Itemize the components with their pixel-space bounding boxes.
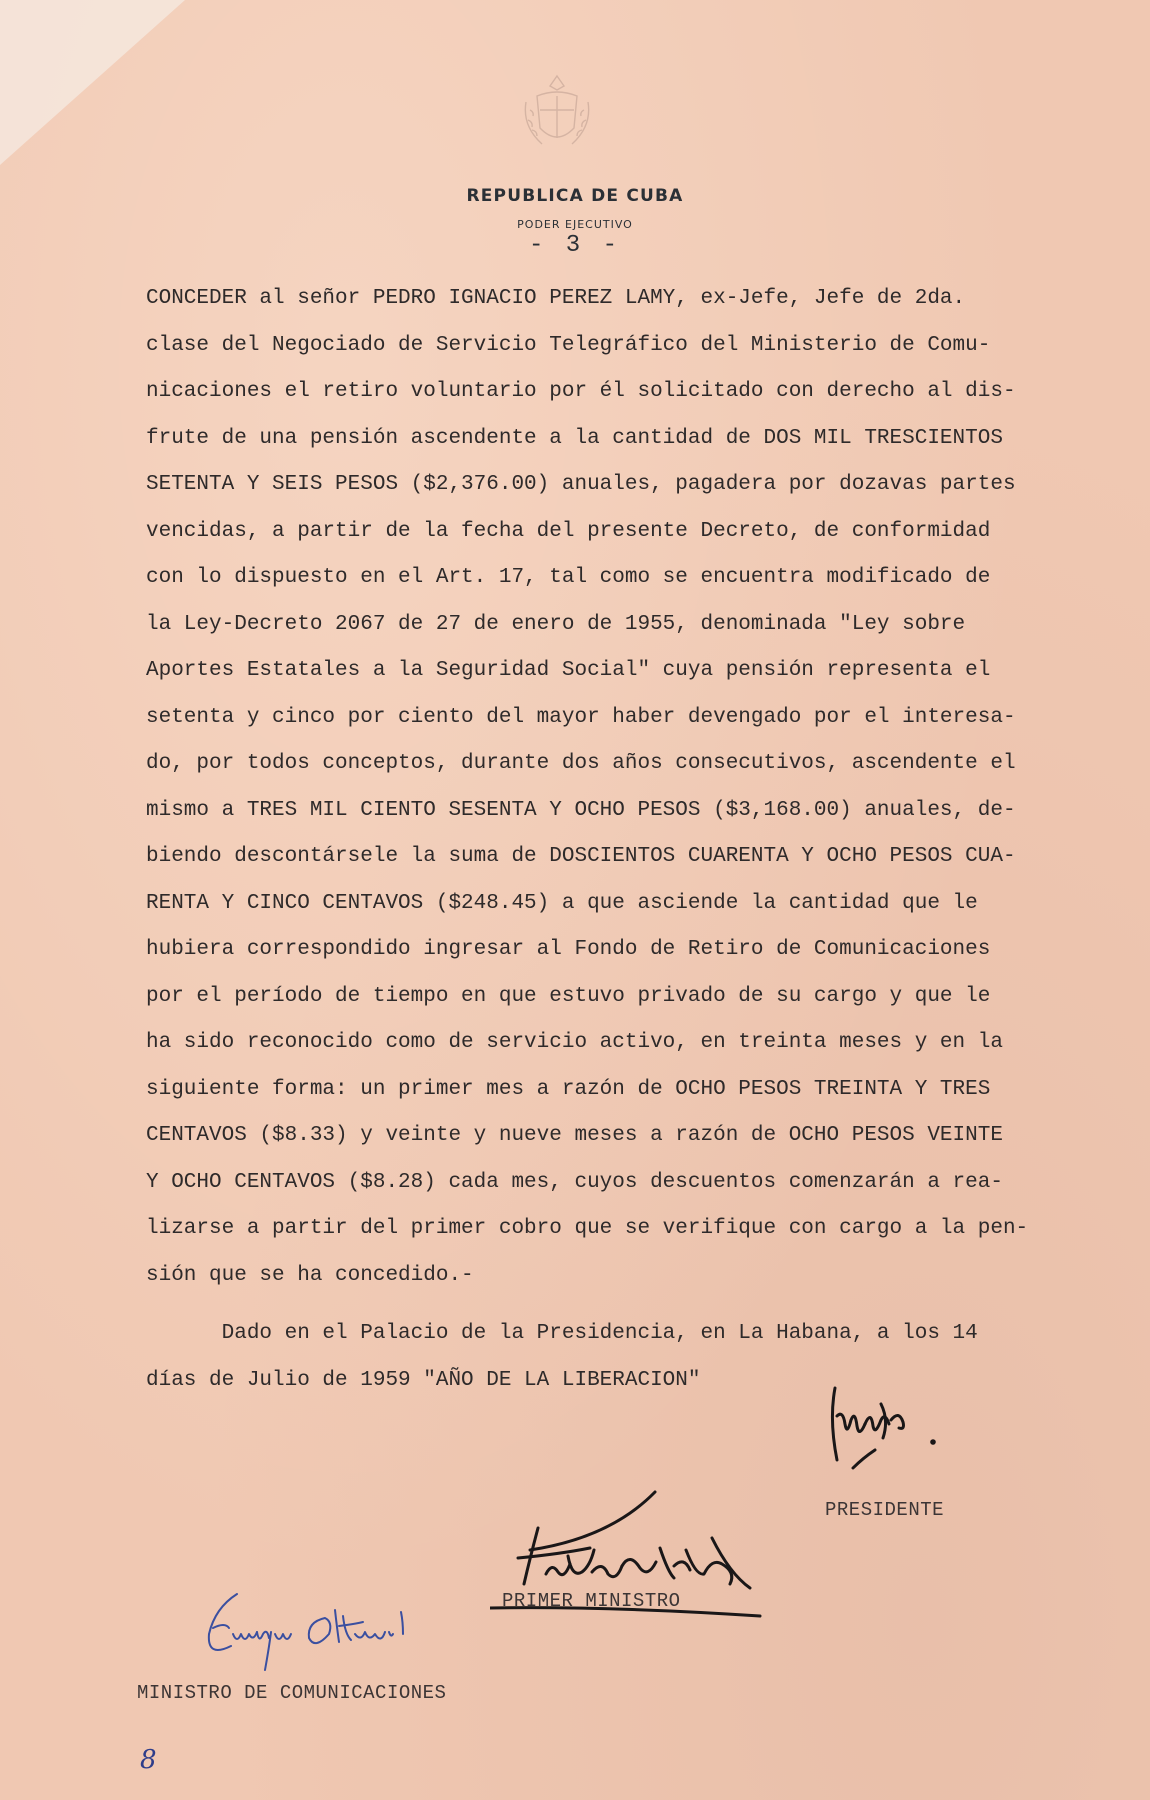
body-line: siguiente forma: un primer mes a razón de OCHO PESOS TREINTA Y TRES — [146, 1077, 991, 1101]
body-line: lizarse a partir del primer cobro que se verifique con cargo a la pen- — [146, 1217, 1029, 1240]
body-line: ha sido reconocido como de servicio activo, en treinta meses y en la — [146, 1031, 1003, 1054]
body-line: RENTA Y CINCO CENTAVOS ($248.45) a que asciende la cantidad que le — [146, 891, 978, 915]
body-line: nicaciones el retiro voluntario por él solicitado con derecho al dis- — [146, 380, 1016, 403]
body-line: mismo a TRES MIL CIENTO SESENTA Y OCHO PESOS ($3,168.00) anuales, de- — [146, 798, 1016, 822]
body-line: biendo descontársele la suma de DOSCIENTOS CUARENTA Y OCHO PESOS CUA- — [146, 845, 1016, 868]
body-line: hubiera correspondido ingresar al Fondo de Retiro de Comunicaciones — [146, 938, 991, 961]
body-line: por el período de tiempo en que estuvo privado de su cargo y que le — [146, 984, 991, 1008]
presidente-signature-icon — [815, 1380, 945, 1480]
body-line: setenta y cinco por ciento del mayor haber devengado por el interesa- — [146, 705, 1016, 729]
body-line: Y OCHO CENTAVOS ($8.28) cada mes, cuyos descuentos comenzarán a rea- — [146, 1170, 1003, 1194]
header-title: REPUBLICA DE CUBA — [466, 186, 684, 206]
header-subtitle: PODER EJECUTIVO — [517, 218, 633, 231]
primer-ministro-label: PRIMER MINISTRO — [502, 1590, 681, 1612]
body-line: frute de una pensión ascendente a la cantidad de DOS MIL TRESCIENTOS — [146, 426, 1003, 450]
ministro-comunicaciones-label: MINISTRO DE COMUNICACIONES — [137, 1682, 447, 1704]
body-line: SETENTA Y SEIS PESOS ($2,376.00) anuales, pagadera por dozavas partes — [146, 473, 1016, 496]
body-line: do, por todos conceptos, durante dos años consecutivos, ascendente el — [146, 752, 1016, 775]
page-number: - 3 - — [528, 232, 621, 259]
closing-line-1: Dado en el Palacio de la Presidencia, en La Habana, a los 14 — [146, 1322, 978, 1345]
ministro-signature-icon — [195, 1588, 435, 1678]
closing-line-2: días de Julio de 1959 "AÑO DE LA LIBERACION" — [146, 1368, 701, 1392]
body-line: la Ley-Decreto 2067 de 27 de enero de 1955, denominada "Ley sobre — [146, 612, 966, 636]
body-line: CONCEDER al señor PEDRO IGNACIO PEREZ LAMY, ex-Jefe, Jefe de 2da. — [146, 287, 966, 310]
presidente-label: PRESIDENTE — [825, 1499, 945, 1521]
handwritten-page-mark: 8 — [140, 1745, 157, 1775]
body-line: clase del Negociado de Servicio Telegráfico del Ministerio de Comu- — [146, 333, 991, 357]
decree-body — [146, 276, 1102, 1299]
body-line: Aportes Estatales a la Seguridad Social" cuya pensión representa el — [146, 659, 991, 682]
body-line: con lo dispuesto en el Art. 17, tal como se encuentra modificado de — [146, 566, 991, 589]
body-line: CENTAVOS ($8.33) y veinte y nueve meses a razón de OCHO PESOS VEINTE — [146, 1124, 1003, 1147]
folded-corner — [0, 0, 185, 165]
body-line: sión que se ha concedido.- — [146, 1263, 474, 1287]
coat-of-arms-seal-icon — [512, 66, 602, 158]
body-line: vencidas, a partir de la fecha del presente Decreto, de conformidad — [146, 519, 991, 543]
